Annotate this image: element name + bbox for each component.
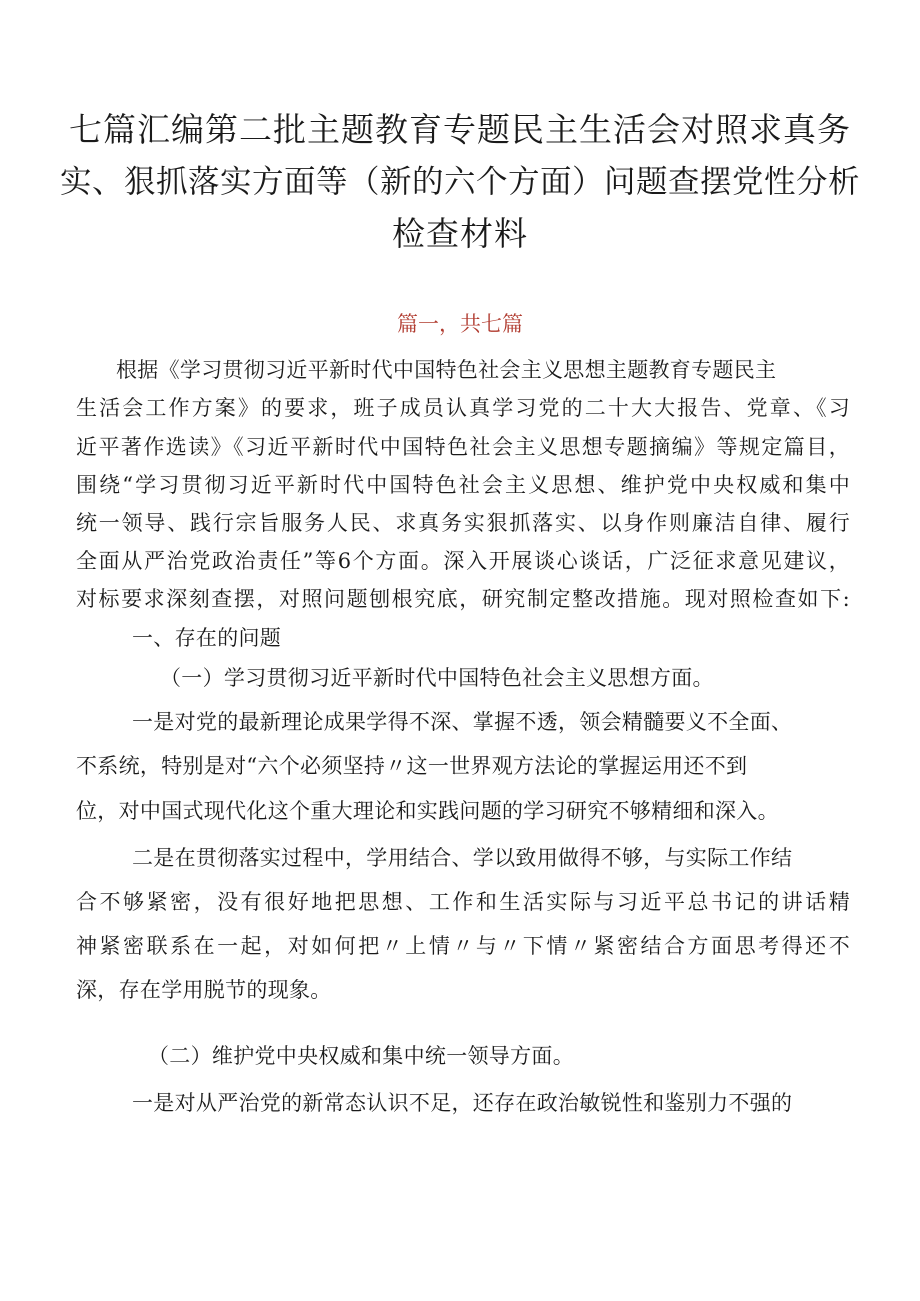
title-line-1: 七篇汇编第二批主题教育专题民主生活会对照求真务: [69, 110, 851, 149]
document-subtitle: 篇一，共七篇: [397, 312, 523, 336]
body-line: 围绕“学习贯彻习近平新时代中国特色社会主义思想、维护党中央权威和集中: [76, 473, 850, 497]
body-line: 神紧密联系在一起，对如何把〃上情〃与〃下情〃紧密结合方面思考得还不: [76, 934, 850, 958]
body-line: 统一领导、践行宗旨服务人民、求真务实狠抓落实、以身作则廉洁自律、履行: [76, 511, 850, 535]
body-line: 对标要求深刻查摆，对照问题刨根究底，研究制定整改措施。现对照检查如下:: [76, 587, 850, 611]
body-line: 根据《学习贯彻习近平新时代中国特色社会主义思想主题教育专题民主: [116, 358, 777, 382]
subsection-heading: （一）学习贯彻习近平新时代中国特色社会主义思想方面。: [160, 666, 714, 690]
body-line: 全面从严治党政治责任”等6个方面。深入开展谈心谈话，广泛征求意见建议，: [76, 549, 850, 573]
body-line: 生活会工作方案》的要求，班子成员认真学习党的二十大大报告、党章、《习: [76, 396, 850, 420]
body-line: 二是在贯彻落实过程中，学用结合、学以致用做得不够，与实际工作结: [132, 846, 793, 870]
body-line: 不系统，特别是对“六个必须坚持〃这一世界观方法论的掌握运用还不到: [76, 754, 748, 778]
body-line: 深，存在学用脱节的现象。: [76, 978, 332, 1002]
section-heading: 一、存在的问题: [132, 626, 282, 650]
body-line: 位，对中国式现代化这个重大理论和实践问题的学习研究不够精细和深入。: [76, 799, 779, 823]
body-line: 一是对党的最新理论成果学得不深、掌握不透，领会精髓要义不全面、: [132, 710, 793, 734]
body-line: 一是对从严治党的新常态认识不足，还存在政治敏锐性和鉴别力不强的: [132, 1091, 793, 1115]
title-line-2: 实、狠抓落实方面等（新的六个方面）问题查摆党性分析: [60, 164, 861, 200]
document-title: [60, 104, 860, 260]
subsection-heading: （二）维护党中央权威和集中统一领导方面。: [148, 1044, 574, 1068]
body-line: 近平著作选读》《习近平新时代中国特色社会主义思想专题摘编》等规定篇目，: [76, 435, 850, 459]
title-line-3: 检查材料: [392, 214, 528, 253]
body-line: 合不够紧密，没有很好地把思想、工作和生活实际与习近平总书记的讲话精: [76, 890, 850, 914]
